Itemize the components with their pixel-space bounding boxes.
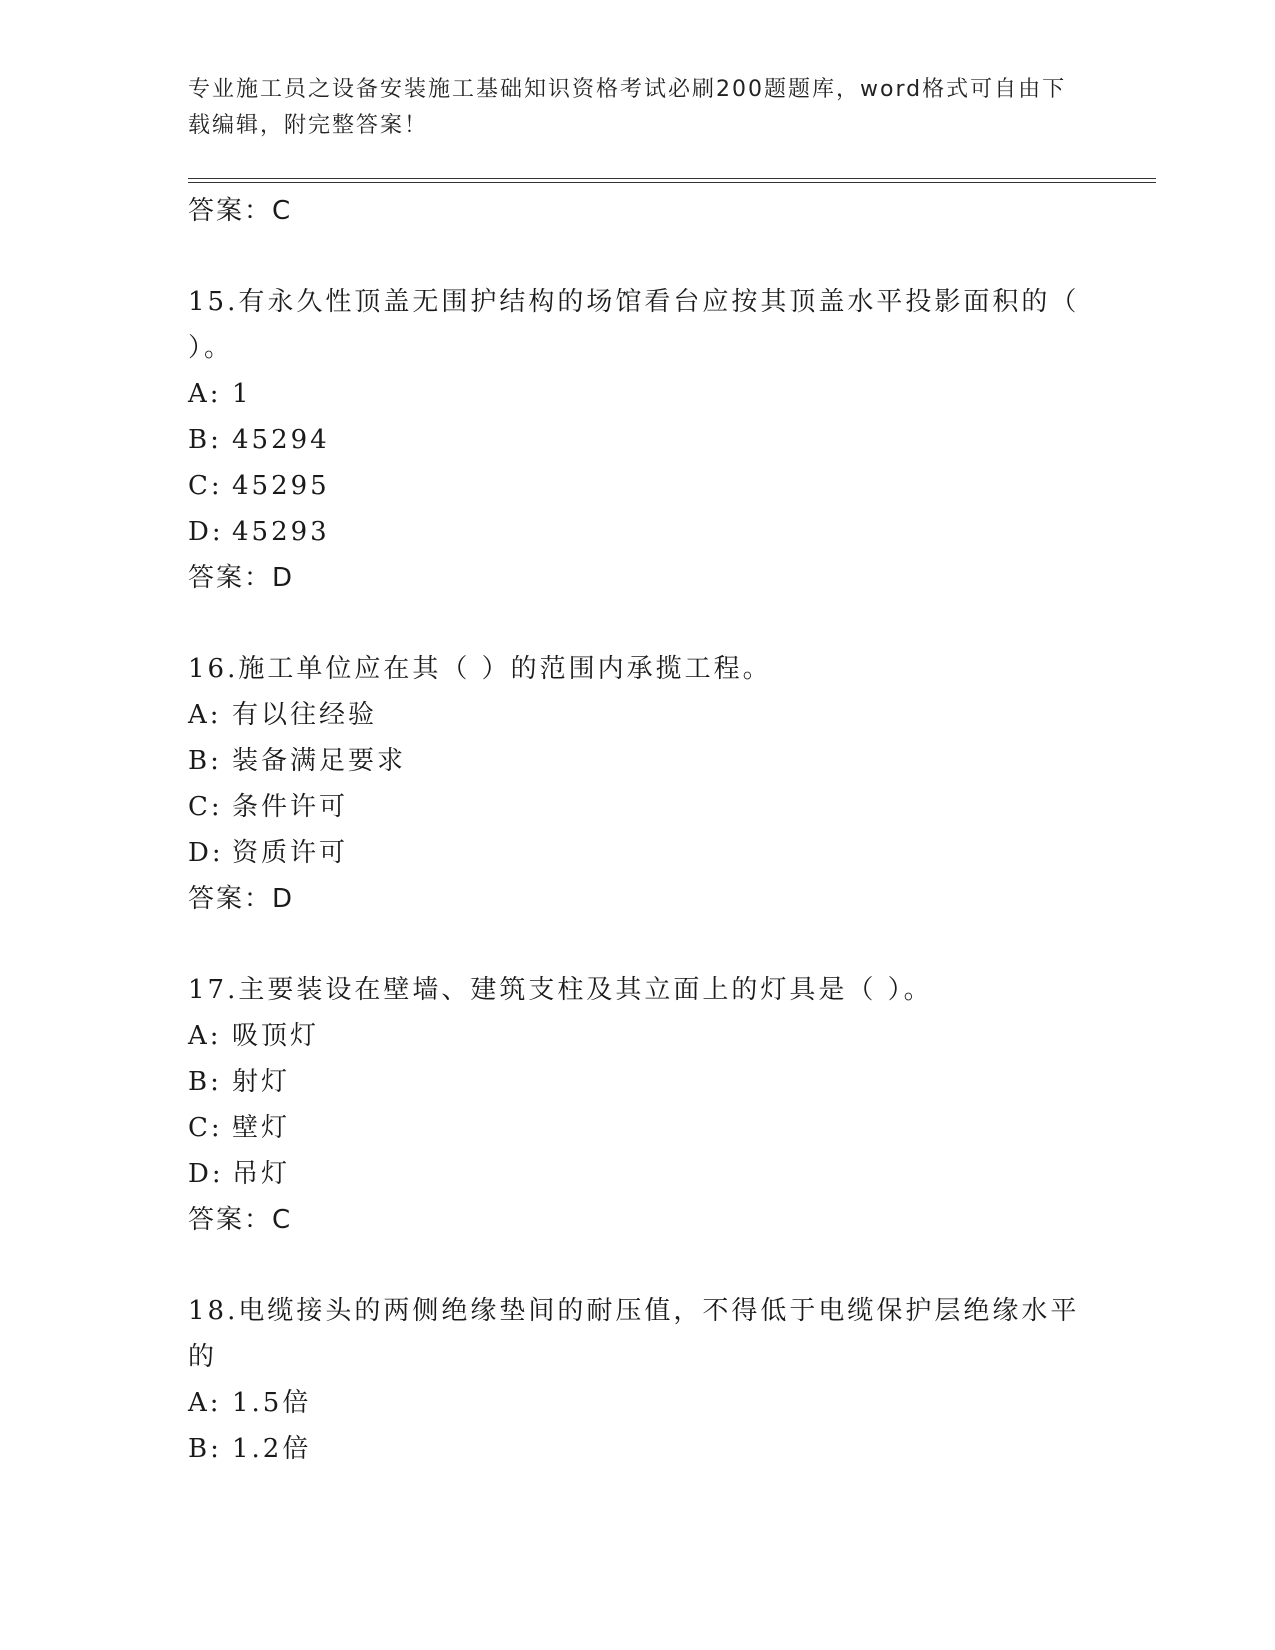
option-key: D: [188, 517, 224, 547]
option-key: D: [188, 1159, 224, 1189]
option-value: 1 [232, 379, 252, 409]
option-a [188, 1380, 1088, 1426]
question-list [188, 188, 1088, 1472]
option-value: 45293 [232, 517, 330, 547]
answer-label: 答案：C [188, 196, 293, 226]
option-c [188, 784, 1088, 830]
question-item [188, 646, 1088, 922]
option-d [188, 509, 1088, 555]
option-c [188, 1105, 1088, 1151]
option-value: 45294 [232, 425, 330, 455]
question-text: 16.施工单位应在其（ ）的范围内承揽工程。 [188, 654, 772, 684]
option-b [188, 1059, 1088, 1105]
option-value: 壁灯 [232, 1113, 291, 1143]
option-value: 1.5倍 [232, 1388, 312, 1418]
option-value: 1.2倍 [232, 1434, 312, 1464]
option-key: A: [188, 700, 222, 730]
question-text: 18.电缆接头的两侧绝缘垫间的耐压值，不得低于电缆保护层绝缘水平的 [188, 1296, 1080, 1372]
question-text: 17.主要装设在壁墙、建筑支柱及其立面上的灯具是（ ）。 [188, 975, 933, 1005]
option-value: 射灯 [232, 1067, 291, 1097]
question-item [188, 1288, 1088, 1472]
option-key: C: [188, 792, 223, 822]
option-value: 吊灯 [232, 1159, 291, 1189]
answer-label: 答案：D [188, 884, 295, 914]
option-key: C: [188, 1113, 223, 1143]
answer-label: 答案：D [188, 563, 295, 593]
option-b [188, 417, 1088, 463]
option-value: 吸顶灯 [232, 1021, 320, 1051]
option-value: 45295 [232, 471, 330, 501]
option-b [188, 738, 1088, 784]
option-value: 有以往经验 [232, 700, 378, 730]
option-key: C: [188, 471, 223, 501]
option-d [188, 830, 1088, 876]
option-value: 条件许可 [232, 792, 349, 822]
option-key: B: [188, 1434, 222, 1464]
option-b [188, 1426, 1088, 1472]
question-item [188, 967, 1088, 1243]
option-key: B: [188, 425, 222, 455]
answer-label: 答案：C [188, 1205, 293, 1235]
option-a [188, 692, 1088, 738]
option-a [188, 1013, 1088, 1059]
option-key: A: [188, 1388, 222, 1418]
option-key: B: [188, 746, 222, 776]
header-divider-top [188, 178, 1156, 179]
option-key: A: [188, 379, 222, 409]
option-value: 装备满足要求 [232, 746, 407, 776]
option-key: B: [188, 1067, 222, 1097]
option-c [188, 463, 1088, 509]
header-divider-bottom [188, 182, 1156, 183]
question-text: 15.有永久性顶盖无围护结构的场馆看台应按其顶盖水平投影面积的（ ）。 [188, 287, 1080, 363]
option-d [188, 1151, 1088, 1197]
option-a [188, 371, 1088, 417]
question-item [188, 279, 1088, 601]
option-key: D: [188, 838, 224, 868]
document-header: 专业施工员之设备安装施工基础知识资格考试必刷200题题库，word格式可自由下载编辑，附完整答案！ [188, 77, 1067, 138]
option-key: A: [188, 1021, 222, 1051]
option-value: 资质许可 [232, 838, 349, 868]
